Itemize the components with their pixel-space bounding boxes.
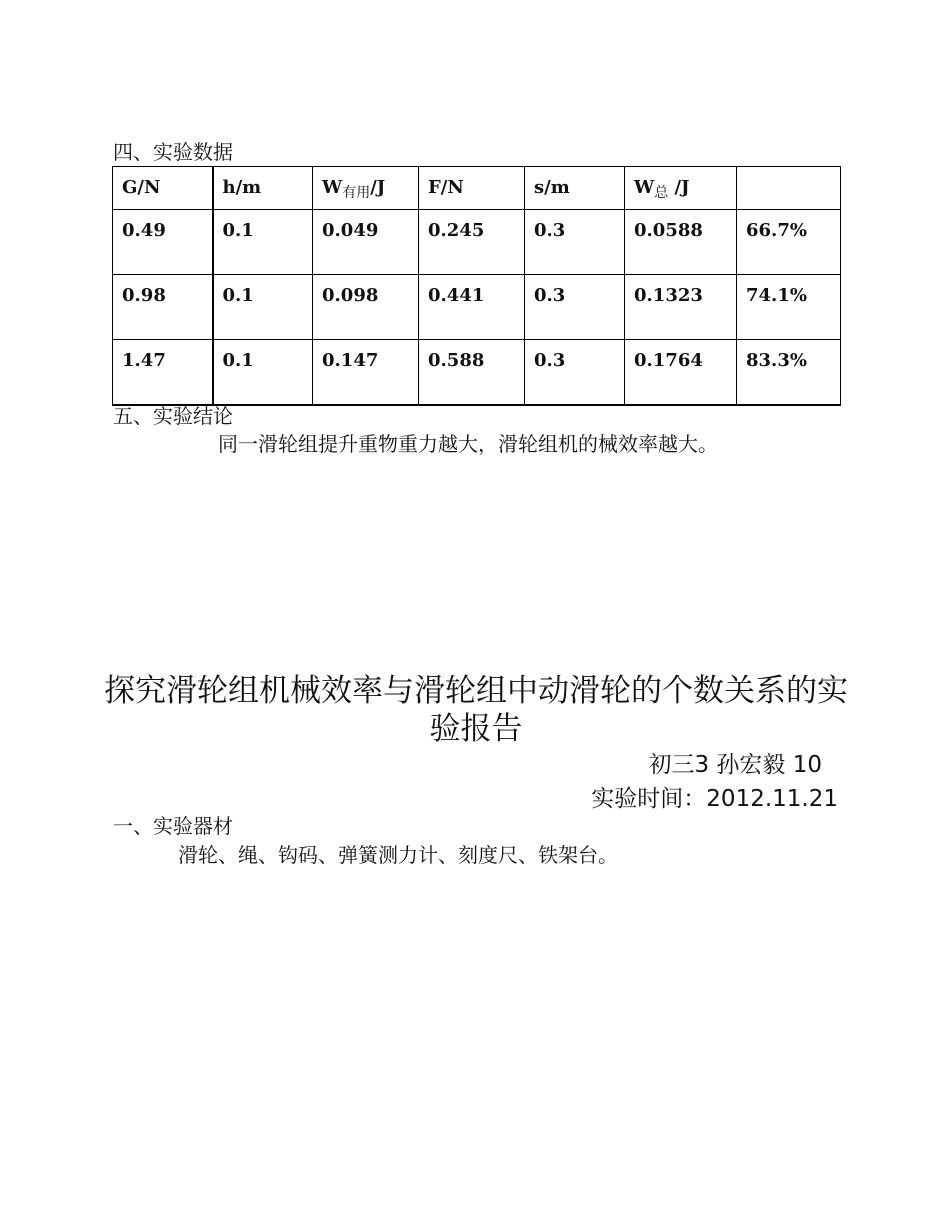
cell-h: 0.1 <box>213 340 313 406</box>
cell-h: 0.1 <box>213 210 313 275</box>
cell-w-total: 0.1323 <box>625 275 737 340</box>
cell-efficiency: 83.3% <box>737 340 841 406</box>
cell-w-total: 0.0588 <box>625 210 737 275</box>
w-useful-symbol: W <box>322 177 343 198</box>
conclusion-text: 同一滑轮组提升重物重力越大，滑轮组机的械效率越大。 <box>218 432 718 456</box>
report-author: 初三3 孙宏毅 10 <box>648 752 822 778</box>
cell-g: 0.49 <box>113 210 213 275</box>
w-total-unit: /J <box>668 177 690 198</box>
w-useful-unit: /J <box>370 177 386 198</box>
cell-s: 0.3 <box>525 210 625 275</box>
report-title: 探究滑轮组机械效率与滑轮组中动滑轮的个数关系的实验报告 <box>104 673 848 747</box>
header-cell-h: h/m <box>213 167 313 210</box>
header-cell-w-useful <box>313 167 419 210</box>
cell-w-useful: 0.147 <box>313 340 419 406</box>
header-cell-w-total <box>625 167 737 210</box>
equipment-text: 滑轮、绳、钩码、弹簧测力计、刻度尺、铁架台。 <box>178 843 618 867</box>
section-1-heading: 一、实验器材 <box>113 814 233 838</box>
cell-w-useful: 0.049 <box>313 210 419 275</box>
section-5-heading: 五、实验结论 <box>113 404 233 428</box>
cell-w-total: 0.1764 <box>625 340 737 406</box>
cell-f: 0.588 <box>419 340 525 406</box>
cell-w-useful: 0.098 <box>313 275 419 340</box>
w-total-subscript: 总 <box>654 185 669 201</box>
w-useful-subscript: 有用 <box>342 185 371 201</box>
header-cell-efficiency <box>737 167 841 210</box>
cell-s: 0.3 <box>525 340 625 406</box>
header-cell-g: G/N <box>113 167 213 210</box>
report-date: 实验时间：2012.11.21 <box>591 786 838 812</box>
cell-efficiency: 66.7% <box>737 210 841 275</box>
section-4-heading: 四、实验数据 <box>113 140 233 164</box>
header-cell-f: F/N <box>419 167 525 210</box>
cell-f: 0.245 <box>419 210 525 275</box>
w-total-symbol: W <box>634 177 655 198</box>
table-row <box>113 275 841 340</box>
table-row <box>113 210 841 275</box>
cell-f: 0.441 <box>419 275 525 340</box>
experiment-data-table <box>112 166 841 406</box>
cell-g: 1.47 <box>113 340 213 406</box>
cell-efficiency: 74.1% <box>737 275 841 340</box>
table-row <box>113 340 841 406</box>
header-cell-s: s/m <box>525 167 625 210</box>
table-header-row <box>113 167 841 210</box>
cell-g: 0.98 <box>113 275 213 340</box>
cell-s: 0.3 <box>525 275 625 340</box>
cell-h: 0.1 <box>213 275 313 340</box>
